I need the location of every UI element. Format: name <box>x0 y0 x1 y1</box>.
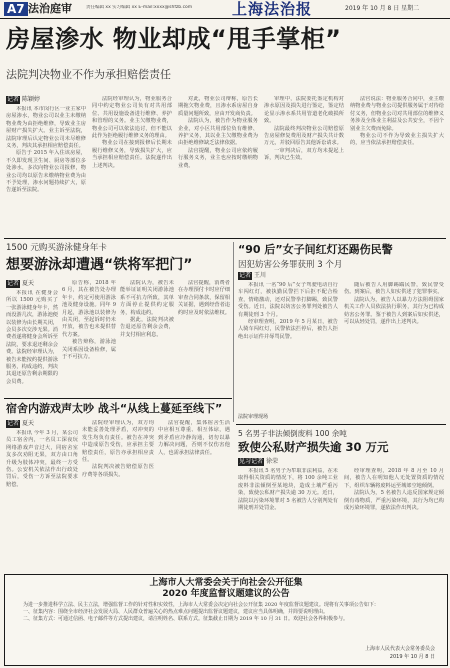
section-name: 法治庭审 <box>28 2 72 15</box>
lead-subhead: 法院判决物业不作为承担赔偿责任 <box>6 68 171 81</box>
story4-column-2 <box>344 282 444 412</box>
lead-headline: 房屋渗水 物业却成“甩手掌柜” <box>6 25 342 53</box>
paragraph: 法院经审理认为，双方均未能妥善处理矛盾，对冲突的发生均负有责任。被告在冲突中造成原告受伤，应承担主要赔偿责任，原告亦承担相应责任。 <box>82 420 154 464</box>
paragraph: 法官提醒，集体宿舍生活中应相互尊重、相互体谅，遇到矛盾应冷静沟通，切勿以暴力解决问题，否则不仅伤害他人，也需承担法律责任。 <box>158 420 230 456</box>
lead-column-2 <box>92 96 172 234</box>
paragraph: 法院最终判决物业公司赔偿原告房屋修复费用及财产损失共计数万元，并驳回原告其他诉讼请求。 <box>264 125 344 147</box>
column-divider <box>233 242 234 422</box>
paragraph: 法院认为，被告作为物业服务企业，对小区共用部位负有维修、养护义务，其以业主欠缴物业费为由拒绝维修缺乏法律依据。 <box>178 118 258 147</box>
story2-column-4 <box>178 280 230 394</box>
lead-column-4 <box>264 96 344 234</box>
paragraph: 法院认为，被告人以暴力方法阻碍国家机关工作人员依法执行职务，其行为已构成妨害公务罪。鉴于被告人到案后如实供述，可以从轻处罚，遂作出上述判决。 <box>344 296 444 326</box>
paragraph: 法官提醒，消费者在办理预付卡时应仔细审查合同条款，保留相关证据，遇到经营者违约时应及时依法维权。 <box>178 280 230 316</box>
paragraph: 据此，法院判决被告退还原告剩余会费，并支付相应利息。 <box>120 317 174 338</box>
story3-column-1 <box>6 430 78 568</box>
story2-column-3 <box>120 280 174 394</box>
story3-headline: 宿舍内游戏声太吵 战斗“从线上蔓延至线下” <box>6 402 223 415</box>
story5-kicker: 5 名男子非法倾倒废料 100 余吨 <box>238 429 347 438</box>
byline-name: 夏天 <box>22 280 35 287</box>
paragraph: 物业公司不作为导致业主损失扩大的，应当依法承担赔偿责任。 <box>350 133 444 147</box>
story4-column-1 <box>238 282 338 412</box>
story5-byline <box>238 458 278 466</box>
section-divider <box>236 424 446 425</box>
byline-name: 王川 <box>254 272 267 279</box>
paragraph: 原告于 2015 年入住该房屋，不久即发现卫生间、厨房等部位多处渗水，多次向物业公司报修，物业公司均以原告未缴纳物业费为由不予处理，渗水问题持续扩大，原告遂诉至法院。 <box>6 150 86 194</box>
section-divider <box>4 398 232 399</box>
story2-column-2 <box>62 280 116 394</box>
story5-headline: 致使公私财产损失逾 30 万元 <box>238 440 389 454</box>
byline-tag: 见习记者 <box>239 458 264 465</box>
story3-column-2 <box>82 420 154 568</box>
paragraph: 为进一步推进科学立法、民主立法，增强监督工作的针对性和实效性，上海市人大常委会决定向社会公开征集 2020 年度监督议题建议。现将有关事项公告如下： <box>23 602 379 608</box>
paragraph: 随后被告人用脚踢踹民警，致民警受伤。到案后，被告人如实供述了犯罪事实。 <box>344 282 444 296</box>
lead-column-3 <box>178 96 258 234</box>
lead-column-5 <box>350 96 444 234</box>
paragraph: 一、征集内容：围绕全市经济社会发展大局、人民群众普遍关心的热点难点问题提出监督议题建议，建议应当具体明确，并简要说明理由。 <box>23 609 329 615</box>
paragraph: 法院经审理认为，物业服务合同中约定物业公司负有对共用部位、共用设施设备进行维修、养护和管理的义务。业主欠缴物业费，物业公司可以依法追讨，但不能以此作为拒绝履行维修义务的理由。 <box>92 96 172 140</box>
story2-kicker: 1500 元购买游泳健身年卡 <box>6 243 107 253</box>
story4-byline <box>238 272 266 280</box>
paragraph: 法院认为，5 名被告人违反国家规定倾倒有毒物质，严重污染环境，其行为均已构成污染环境罪，遂依法作出判决。 <box>344 490 444 512</box>
paragraph: 二、征集方式：可通过信函、电子邮件等方式提出建议，请注明姓名、联系方式。征集截止日期为 2019 年 10 月 31 日。欢迎社会各界积极参与。 <box>23 616 348 622</box>
paragraph: 本报讯 一名“90 后”女子驾驶电动自行车闯红灯，被执勤民警拦下后拒不配合检查，情绪激动，还对民警拳打脚踢，致民警受伤。近日，法院以妨害公务罪判处被告人有期徒刑 3 个月。 <box>238 282 338 318</box>
page-code: A7 <box>4 2 28 16</box>
notice-date: 2019 年 10 月 8 日 <box>389 654 435 660</box>
story5-column-2 <box>344 468 444 568</box>
publication-date: 2019 年 10 月 8 日 星期二 <box>345 5 420 12</box>
photo-caption: 法院审理现场 <box>238 414 269 420</box>
story2-headline: 想要游泳却遭遇“铁将军把门” <box>6 257 193 273</box>
paragraph: 经审理查明，2018 年 8 月至 10 月间，被告人在明知他人无处置资质的情况下，组织车辆将废料运至城郊空地倾倒。 <box>344 468 444 489</box>
notice-signature: 上海市人民代表大会常务委员会 <box>364 646 435 652</box>
notice-body <box>13 602 439 623</box>
byline-tag: 记者 <box>7 420 20 427</box>
paragraph: 本报讯 5 名男子为牟取非法利益，在未取得相关资质的情况下，将 100 余吨工业废料非法倾倒至某地块，造成土壤严重污染，致使公私财产损失逾 30 万元。近日，法院以污染环境罪对 5 名被告人分别判处有期徒刑并处罚金。 <box>238 468 338 512</box>
paragraph: 原告称，2018 年 6 月，其在被告处办理年卡，约定可使用游泳池及健身设施。同年 9 月起，游泳池以装修为由关闭，至起诉时仍未开放，被告也未提供替代方案。 <box>62 280 116 338</box>
byline-tag: 记者 <box>7 280 20 287</box>
masthead <box>0 0 450 19</box>
story5-column-1 <box>238 468 338 568</box>
paragraph: 审理中，法院委托鉴定机构对渗水原因及损失进行鉴定，鉴定结论显示渗水系共用管道老化破损所致。 <box>264 96 344 125</box>
public-notice <box>4 574 448 666</box>
byline-name: 夏天 <box>22 420 35 427</box>
paragraph: 经审理查明，2019 年 5 月某日，被告人骑车闯红灯，民警依法拦停后，被告人拒绝出示证件并辱骂民警。 <box>238 319 338 340</box>
lead-byline <box>6 96 40 104</box>
story2-column-1 <box>6 290 58 394</box>
paragraph: 本报讯 今年 3 月，某公司员工宿舍内，一名员工深夜玩网络游戏声音过大，同宿舍室友多次劝阻无果，双方由口角升级为肢体冲突，最终一方受伤。公安机关依法作出行政处罚后，受伤一方诉至法院要求赔偿。 <box>6 430 78 488</box>
lead-column-1 <box>6 106 86 234</box>
paragraph: 物业公司在接到报修后长期未履行维修义务，导致损失扩大，应当承担相应赔偿责任。法院遂作出上述判决。 <box>92 140 172 169</box>
notice-title-line2: 2020 年度监督议题建议的公告 <box>162 589 290 599</box>
story2-byline <box>6 280 34 288</box>
paragraph: 对此，物业公司辩称，原告长期拖欠物业费，且渗水系房屋自身质量问题所致，应由开发商负责。 <box>178 96 258 117</box>
story3-byline <box>6 420 34 428</box>
notice-title: 上海市人大常委会关于向社会公开征集 <box>149 578 303 588</box>
story4-headline: “90 后”女子间红灯还踢伤民警 <box>238 243 393 256</box>
byline-tag: 记者 <box>7 96 20 103</box>
paragraph: 本报讯 本市闵行区一业主家中房屋渗水，物业公司以业主未缴纳物业费为由拒绝维修，导致业主房屋财产损失扩大。业主诉至法院，法院审理后认定物业公司未尽维修义务，判决其承担相应赔偿责任。 <box>6 106 86 150</box>
byline-name: 陈颖婷 <box>22 96 41 103</box>
paragraph: 法官提醒，物业公司应依约履行服务义务，业主也应按时缴纳物业费。 <box>178 147 258 169</box>
editor-info: 责任编辑 xx 实习编辑 xx E-mail:xxxx@shfzb.com <box>86 5 193 10</box>
paragraph: 本报讯 在健身会所以 1500 元购买了一张游泳健身年卡，然而没游几次，游泳池便以装修为由长期关闭，会员多次交涉无果。消费者遂将健身会所诉至法院，要求退还剩余会费。法院经审理认为，被告未能按约提供游泳服务，构成违约，判决其退还原告剩余期限的会员费。 <box>6 290 58 385</box>
story3-column-3 <box>158 420 230 568</box>
paragraph: 法官说法：物业服务合同中，业主缴纳物业费与物业公司提供服务属于对待给付义务，但物业公司对共用部位的维修义务涉及全体业主利益及公共安全，不因个别业主欠费而免除。 <box>350 96 444 132</box>
byline-tag: 记者 <box>239 272 252 279</box>
byline-name: 徐荣 <box>266 458 279 465</box>
section-divider <box>4 238 446 239</box>
paragraph: 法院判决被告赔偿原告医疗费等各项损失。 <box>82 464 154 478</box>
paragraph: 法院认为，被告未能举证证明关闭游泳池系不可抗力所致，其单方面停止提供约定服务，构成违约。 <box>120 280 174 316</box>
paragraph: 一审判决后，双方均未提起上诉，判决已生效。 <box>264 147 344 162</box>
paper-name: 上海法治报 <box>232 0 313 18</box>
story4-subhead: 因犯妨害公务罪获刑 3 个月 <box>238 260 343 270</box>
paragraph: 被告辩称，游泳池关闭系因设备检修，属于不可抗力。 <box>62 339 116 361</box>
